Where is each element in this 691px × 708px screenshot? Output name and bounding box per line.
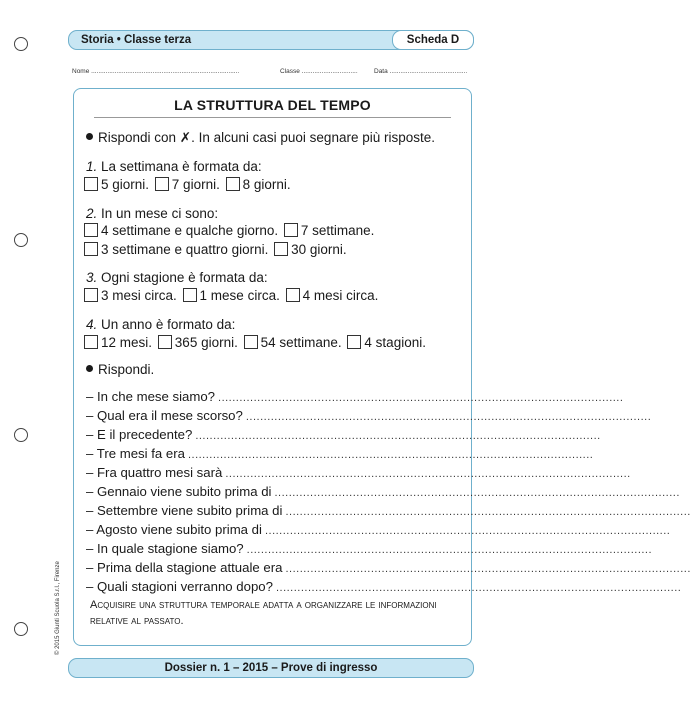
bullet-icon <box>86 133 93 140</box>
question-text: In un mese ci sono: <box>101 206 219 221</box>
header-bar <box>68 30 474 50</box>
list-item[interactable]: – Settembre viene subito prima di .................................................................................................................. <box>86 503 691 518</box>
binder-hole-bottom <box>14 622 28 636</box>
binder-hole-lower <box>14 428 28 442</box>
header-subject: Storia • Classe terza <box>81 34 192 46</box>
question-2-options-row-1 <box>84 222 376 240</box>
checkbox[interactable] <box>286 288 300 302</box>
option[interactable]: 3 mesi circa. <box>84 287 177 305</box>
binder-hole-top <box>14 37 28 51</box>
instruction-text: Rispondi. <box>98 362 155 377</box>
instruction-checkbox <box>86 130 435 146</box>
header-sheet-tab: Scheda D <box>392 30 474 50</box>
copyright-credit: © 2015 Giunti Scuola S.r.l., Firenze <box>55 561 61 655</box>
question-text: Un anno è formato da: <box>101 317 236 332</box>
question-text: La settimana è formata da: <box>101 159 262 174</box>
option[interactable]: 30 giorni. <box>274 241 347 259</box>
question-text: Ogni stagione è formata da: <box>101 270 268 285</box>
option[interactable]: 12 mesi. <box>84 334 152 352</box>
checkbox[interactable] <box>84 177 98 191</box>
title-divider <box>94 117 451 118</box>
checkbox[interactable] <box>284 223 298 237</box>
binder-hole-upper <box>14 233 28 247</box>
checkbox[interactable] <box>183 288 197 302</box>
date-field[interactable]: Data ........................................... <box>374 68 468 75</box>
checkbox[interactable] <box>244 335 258 349</box>
footer-bar: Dossier n. 1 – 2015 – Prove di ingresso <box>68 658 474 678</box>
question-number: 3. <box>86 270 98 285</box>
answer-line[interactable]: .................................................................................................................. <box>218 392 624 404</box>
checkbox[interactable] <box>347 335 361 349</box>
bullet-icon <box>86 365 93 372</box>
question-number: 4. <box>86 317 98 332</box>
list-item[interactable]: – Tre mesi fa era .................................................................................................................. <box>86 446 594 461</box>
checkbox[interactable] <box>158 335 172 349</box>
checkbox[interactable] <box>84 223 98 237</box>
option[interactable]: 7 settimane. <box>284 222 375 240</box>
answer-line[interactable]: .................................................................................................................. <box>246 544 653 556</box>
answer-line[interactable]: .................................................................................................................. <box>264 525 671 537</box>
learning-objective: Acquisire una struttura temporale adatta a organizzare le informazioni relative al passato. <box>90 599 437 627</box>
answer-line[interactable]: .................................................................................................................. <box>225 468 631 480</box>
option[interactable]: 8 giorni. <box>226 176 291 194</box>
worksheet-title: LA STRUTTURA DEL TEMPO <box>174 97 371 113</box>
open-questions-list <box>86 389 691 598</box>
option[interactable]: 4 settimane e qualche giorno. <box>84 222 278 240</box>
option[interactable]: 4 stagioni. <box>347 334 426 352</box>
question-2 <box>86 205 218 223</box>
option[interactable]: 54 settimane. <box>244 334 342 352</box>
question-number: 2. <box>86 206 98 221</box>
answer-line[interactable]: .................................................................................................................. <box>275 582 682 594</box>
checkbox[interactable] <box>274 242 288 256</box>
question-1-options <box>84 176 293 194</box>
question-2-options-row-2 <box>84 241 349 259</box>
checkbox[interactable] <box>226 177 240 191</box>
list-item[interactable]: – Quali stagioni verranno dopo? .................................................................................................................. <box>86 579 682 594</box>
question-4-options <box>84 334 428 352</box>
worksheet-card <box>73 88 691 646</box>
answer-line[interactable]: .................................................................................................................. <box>274 487 680 499</box>
answer-line[interactable]: .................................................................................................................. <box>285 506 691 518</box>
checkbox[interactable] <box>155 177 169 191</box>
option[interactable]: 3 settimane e quattro giorni. <box>84 241 268 259</box>
option[interactable]: 4 mesi circa. <box>286 287 379 305</box>
instruction-text: Rispondi con ✗. In alcuni casi puoi segnare più risposte. <box>98 130 435 145</box>
list-item[interactable]: – E il precedente? .................................................................................................................. <box>86 427 601 442</box>
checkbox[interactable] <box>84 288 98 302</box>
list-item[interactable]: – Qual era il mese scorso? .................................................................................................................. <box>86 408 652 423</box>
name-field[interactable]: Nome .................................................................................. <box>72 68 240 75</box>
question-3 <box>86 269 268 287</box>
student-info-row <box>72 68 474 80</box>
list-item[interactable]: – Fra quattro mesi sarà .................................................................................................................. <box>86 465 631 480</box>
option[interactable]: 365 giorni. <box>158 334 238 352</box>
list-item[interactable]: – In quale stagione siamo? .................................................................................................................. <box>86 541 653 556</box>
list-item[interactable]: – Prima della stagione attuale era .................................................................................................................. <box>86 560 691 575</box>
list-item[interactable]: – Gennaio viene subito prima di .................................................................................................................. <box>86 484 680 499</box>
answer-line[interactable]: .................................................................................................................. <box>195 430 601 442</box>
option[interactable]: 7 giorni. <box>155 176 220 194</box>
question-4 <box>86 316 235 334</box>
instruction-open <box>86 362 154 377</box>
question-3-options <box>84 287 380 305</box>
option[interactable]: 5 giorni. <box>84 176 149 194</box>
list-item[interactable]: – In che mese siamo? .................................................................................................................. <box>86 389 624 404</box>
question-number: 1. <box>86 159 98 174</box>
question-1 <box>86 158 262 176</box>
answer-line[interactable]: .................................................................................................................. <box>187 449 594 461</box>
checkbox[interactable] <box>84 335 98 349</box>
list-item[interactable]: – Agosto viene subito prima di .................................................................................................................. <box>86 522 671 537</box>
option[interactable]: 1 mese circa. <box>183 287 280 305</box>
checkbox[interactable] <box>84 242 98 256</box>
answer-line[interactable]: .................................................................................................................. <box>245 411 652 423</box>
class-field[interactable]: Classe ............................... <box>280 68 358 75</box>
answer-line[interactable]: .................................................................................................................. <box>285 563 691 575</box>
